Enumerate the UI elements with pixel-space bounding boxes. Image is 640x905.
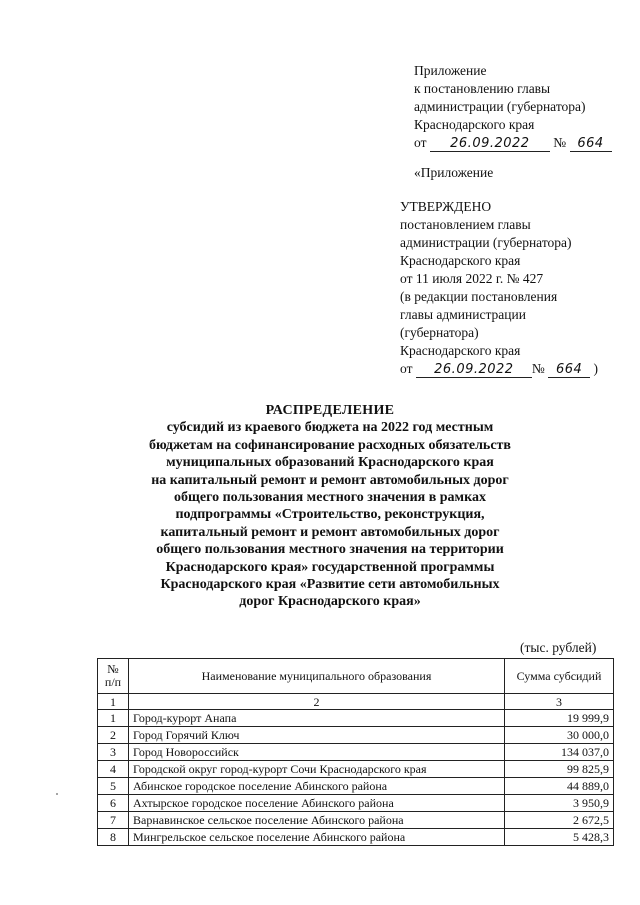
title-line: субсидий из краевого бюджета на 2022 год местным xyxy=(166,420,494,436)
number-prefix: № xyxy=(531,361,545,376)
number-prefix: № xyxy=(553,135,567,150)
row-number: 6 xyxy=(98,795,129,812)
approval-line: главы администрации xyxy=(400,307,526,322)
approval-line: (в редакции постановления xyxy=(400,289,558,304)
row-name: Абинское городское поселение Абинского района xyxy=(129,778,505,795)
header-name: Наименование муниципального образования xyxy=(129,659,505,694)
row-name: Город-курорт Анапа xyxy=(129,710,505,727)
title-line: общего пользования местного значения на территории xyxy=(156,542,504,558)
row-name: Городской округ город-курорт Сочи Краснодарского края xyxy=(129,761,505,778)
date-prefix: от xyxy=(414,135,427,150)
approval-block xyxy=(400,198,635,378)
row-name: Город Новороссийск xyxy=(129,744,505,761)
row-sum: 134 037,0 xyxy=(505,744,614,761)
table-index-row xyxy=(98,694,614,710)
header-sum: Сумма субсидий xyxy=(505,659,614,694)
approval-date-line xyxy=(400,360,635,378)
index-cell: 1 xyxy=(98,694,129,710)
attachment-line: Приложение xyxy=(414,63,487,78)
attachment-block xyxy=(414,62,629,152)
attachment-line: администрации (губернатора) xyxy=(414,99,586,114)
title-line: на капитальный ремонт и ремонт автомобильных дорог xyxy=(151,472,509,488)
date-prefix: от xyxy=(400,361,413,376)
row-sum: 99 825,9 xyxy=(505,761,614,778)
title-line: общего пользования местного значения в рамках xyxy=(174,490,486,506)
row-name: Варнавинское сельское поселение Абинского района xyxy=(129,812,505,829)
title-heading: РАСПРЕДЕЛЕНИЕ xyxy=(265,403,395,418)
title-line: бюджетам на софинансирование расходных обязательств xyxy=(149,437,511,453)
approval-heading: УТВЕРЖДЕНО xyxy=(400,199,492,214)
attachment-line: Краснодарского края xyxy=(414,117,535,132)
row-sum: 44 889,0 xyxy=(505,778,614,795)
row-sum: 19 999,9 xyxy=(505,710,614,727)
document-title xyxy=(140,402,520,611)
closing-paren: ) xyxy=(593,361,598,376)
handwritten-date: 26.09.2022 xyxy=(416,362,532,378)
approval-line: постановлением главы xyxy=(400,217,531,232)
row-number: 8 xyxy=(98,829,129,846)
units-label: (тыс. рублей) xyxy=(520,640,597,655)
table-row xyxy=(98,761,614,778)
row-sum: 30 000,0 xyxy=(505,727,614,744)
approval-line: Краснодарского края xyxy=(400,343,521,358)
approval-line: (губернатора) xyxy=(400,325,479,340)
row-sum: 3 950,9 xyxy=(505,795,614,812)
row-sum: 5 428,3 xyxy=(505,829,614,846)
attachment-date-line xyxy=(414,134,629,152)
handwritten-number: 664 xyxy=(570,136,612,152)
row-number: 1 xyxy=(98,710,129,727)
table-row xyxy=(98,812,614,829)
approval-line: от 11 июля 2022 г. № 427 xyxy=(400,271,544,286)
row-sum: 2 672,5 xyxy=(505,812,614,829)
approval-line: администрации (губернатора) xyxy=(400,235,572,250)
table-row xyxy=(98,744,614,761)
title-line: капитальный ремонт и ремонт автомобильных дорог xyxy=(160,524,500,540)
table-row xyxy=(98,727,614,744)
table-row xyxy=(98,778,614,795)
prev-attachment-label: «Приложение xyxy=(414,165,494,180)
row-number: 4 xyxy=(98,761,129,778)
table-row xyxy=(98,710,614,727)
title-line: Краснодарского края «Развитие сети автомобильных xyxy=(160,577,500,593)
handwritten-number: 664 xyxy=(548,362,590,378)
row-number: 7 xyxy=(98,812,129,829)
title-line: Краснодарского края» государственной программы xyxy=(165,559,495,575)
row-name: Город Горячий Ключ xyxy=(129,727,505,744)
title-line: подпрограммы «Строительство, реконструкция, xyxy=(175,507,485,523)
scan-speck xyxy=(56,793,58,795)
table-row xyxy=(98,795,614,812)
row-number: 5 xyxy=(98,778,129,795)
row-name: Ахтырское городское поселение Абинского района xyxy=(129,795,505,812)
approval-line: Краснодарского края xyxy=(400,253,521,268)
handwritten-date: 26.09.2022 xyxy=(430,136,550,152)
row-number: 2 xyxy=(98,727,129,744)
table-header-row xyxy=(98,659,614,694)
row-number: 3 xyxy=(98,744,129,761)
subsidy-table xyxy=(97,658,614,846)
table-row xyxy=(98,829,614,846)
title-line: муниципальных образований Краснодарского края xyxy=(166,455,494,471)
index-cell: 3 xyxy=(505,694,614,710)
index-cell: 2 xyxy=(129,694,505,710)
header-number: № п/п xyxy=(98,659,129,694)
attachment-line: к постановлению главы xyxy=(414,81,551,96)
title-line: дорог Краснодарского края» xyxy=(239,594,421,610)
row-name: Мингрельское сельское поселение Абинского района xyxy=(129,829,505,846)
